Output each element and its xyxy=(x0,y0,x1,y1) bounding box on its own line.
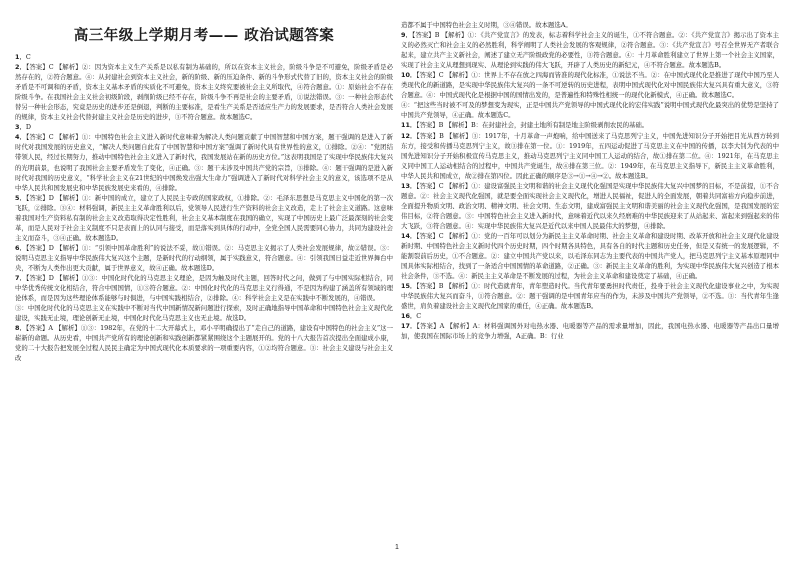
answer-text: ④：“把这些当时被不可及的梦想变为现实，正是中国共产党领导的中国式现代化的宏伟实践”说明中国式现代化最突出的优势是坚持了中国共产党领导，④正确。故本题选C。 xyxy=(401,101,779,120)
answer-text: C xyxy=(416,312,422,321)
answer-item xyxy=(401,131,779,181)
question-number: 9． xyxy=(401,31,413,40)
question-number: 12． xyxy=(401,131,417,140)
answer-item xyxy=(15,303,393,323)
answer-text: 【答案】C 【解析】②：因为资本主义生产关系是以私有制为基础的，所以在资本主义社会，阶级斗争是不可避免，阶级矛盾是必然存在的，②符合题意。④：从封建社会到资本主义社会，新的阶级、新的压迫条件、新的斗争形式代替了旧的，资本主义社会的阶级矛盾是不可调和的矛盾，资本主义基本矛盾的实质化不可避免，资本主义终究要被社会主义所取代，④符合题意。①：原始社会不存在阶级斗争。在我国社会主义社会初级阶段，剥削阶级已经不存在，阶级斗争不再是社会的主要矛盾，①说法错误。③：一种社会形态代替另一种社会形态，究竟是历史的进步还是倒退，判断的主要标准，是看生产关系是否适应生产力的发展要求，是否符合人类社会发展的规律，资本主义社会代替封建主义社会是历史的进步，③不符合题意。故本题选C。 xyxy=(15,63,393,122)
question-number: 13． xyxy=(401,181,417,190)
answer-item xyxy=(401,321,779,341)
question-number: 2． xyxy=(15,63,27,72)
question-number: 5． xyxy=(15,193,27,202)
answer-text: 【答案】A 【解析】A：材料强调国外对电热水器、电暖器等产品的需求量增加，因此，我国电热水器、电暖器等产品出口量增加，使我国在国际市场上的竞争力增强，A正确。B：行业 xyxy=(401,322,779,341)
answer-item xyxy=(15,132,393,192)
answer-item xyxy=(401,100,779,120)
answer-item xyxy=(15,193,393,243)
question-number: 14． xyxy=(401,231,417,240)
question-number: 4． xyxy=(15,133,27,142)
answer-text: 造都不属于中国特色社会主义时期，③④错误。故本题选A。 xyxy=(401,21,572,29)
answer-item xyxy=(401,30,779,70)
question-number: 15． xyxy=(401,282,417,291)
answer-text: C xyxy=(25,53,31,61)
right-answer-list xyxy=(401,20,779,342)
answer-text: D xyxy=(25,123,31,132)
answer-item xyxy=(401,70,779,100)
page-number: 1 xyxy=(395,544,399,551)
answer-item xyxy=(401,20,779,30)
answer-text: ③：中国化时代化的马克思主义在实践中不断对当代中国新情况新问题进行探索，及时正确地指导中国革命和中国特色社会主义现代化建设，实践无止境，理论创新无止境，中国化时代化马克思主义也无止境。故选D。 xyxy=(15,304,393,323)
answer-item xyxy=(401,181,779,231)
answer-text: 【答案】C 【解析】①：建设富强民主文明和谐的社会主义现代化强国是实现中华民族伟大复兴中国梦的目标，不是前提，①不合题意。②：社会主义现代化强国，就是要全面实现社会主义现代化，增进人民福祉，促进人的全面发展，朝着共同富裕方向稳步前进，全面提升物质文明、政治文明、精神文明、社会文明、生态文明，建成富强民主文明和谐美丽的社会主义现代化强国，是我国发展的宏伟目标，②符合题意。③：中国特色社会主义进入新时代，意味着近代以来久经磨难的中华民族迎来了从站起来、富起来到强起来的伟大飞跃，③符合题意。④：实现中华民族伟大复兴是近代以来中国人民最伟大的梦想，④排除。 xyxy=(401,181,779,230)
question-number: 10． xyxy=(401,71,417,80)
answer-text: 【答案】D 【解析】①③：中国化时代化的马克思主义理论，是因为触及时代主题，回答时代之问，做到了与中国实际相结合，同中华优秀传统文化相结合，符合中国国情，①③符合题意。②：中国化时代化的马克思主义行得通，不是因为构建了涵盖所有领域的理论体系，而是因为这些理论体系能够与时俱进，与中国实践相结合，②排除。④：科学社会主义是在实践中不断发展的，④错误。 xyxy=(15,274,393,303)
question-number: 1． xyxy=(15,53,26,61)
answer-text: 【答案】C 【解析】①：中国特色社会主义进入新时代意味着为解决人类问题贡献了中国智慧和中国方案，题干强调的是进入了新时代对我国发展的历史意义，“解决人类问题自此有了中国智慧和中国方案”强调了新时代具有世界性的意义，①排除。②④：“党团结带领人民，经过长期努力，推动中国特色社会主义进入了新时代，我国发展站在新的历史方位。”这表明我国是了实现中华民族伟大复兴的光明前景，也说明了我国社会主要矛盾发生了变化，④正确。③：题干未涉及中国共产党的宗旨，③排除。④：题干强调的是进入新时代对我国的历史意义，“科学社会主义在21世纪的中国焕发出强大生命力”强调进入了新时代对科学社会主义的意义，该选项不是从中华人民共和国发展史和中华民族发展史来看的，④排除。 xyxy=(15,133,393,192)
answer-item xyxy=(15,243,393,273)
answer-item xyxy=(401,311,779,321)
answer-item xyxy=(15,273,393,303)
answer-item xyxy=(401,120,779,130)
answer-item xyxy=(15,62,393,122)
right-column xyxy=(401,0,779,548)
answer-text: 【答案】C 【解析】①：世界上不存在放之四海而皆准的现代化标准，①说法不当。②：在中国式现代化是推进了现代中国乃至人类现代化的新道路，是实现中华民族伟大复兴的一条不可逆转的历史进程，表明中国式现代化对中国民族伟大复兴具有重大意义，③符合题意。④：中国式现代化是根据中国的国情出发的，是普遍性和特殊性相统一的现代化新模式，④正确。故本题选C。 xyxy=(401,71,779,100)
question-number: 3． xyxy=(15,123,26,132)
question-number: 11． xyxy=(401,121,417,130)
answer-text: 【答案】B 【解析】①：时代造就青年，青年塑造时代。当代青年要勇担时代责任，投身于社会主义现代化建设事业之中，为实现中华民族伟大复兴而奋斗，①符合题意。②：题干强调的是中国青年应当的作为，未涉及中国共产党领导，②不选。③：当代青年生逢盛世，肩负着建设社会主义现代化国家的重任，④正确。故本题选B。 xyxy=(401,282,779,311)
answer-text: 【答案】D 【解析】①：新中国的成立，建立了人民民主专政的国家政权，①排除。②：毛泽东思想是马克思主义中国化的第一次飞跃，②排除。③④：材料强调，新民主主义革命胜利以后，党领导人民进行生产资料的社会主义改造，走上了社会主义道路。这意味着我国对生产资料私有制的社会主义改造取得决定性胜利，社会主义基本制度在我国的确立，实现了中国历史上最广泛最深刻的社会变革，而是人民对于社会主义制度不只是表面上的认同与接受，而是落实到具体的行动中，全党全国人民需要同心协力，共同为建设社会主义而奋斗，③④正确。故本题选D。 xyxy=(15,193,393,242)
question-number: 8． xyxy=(15,324,26,333)
answer-text: 【答案】A 【解析】①③：1982年，在党的十二大开幕式上，邓小平明确提出了“走自己的道路，建设有中国特色的社会主义”这一崭新的命题。从历史看，中国共产党所有的理论创新和实践创新都紧紧围绕这个主题展开的。党的十八大报告首次提出全面建成小康，党的二十大报告把发展全过程人民民主确定为中国式现代化本质要求的一项重要内容，①②均符合题意。③：社会主义建设与社会主义改 xyxy=(15,324,393,363)
answer-text: 【答案】B 【解析】B：在封建社会，封建土地所有制是地主阶级剥削农民的基础。 xyxy=(416,121,649,130)
left-answer-list xyxy=(15,52,393,363)
answer-item xyxy=(401,281,779,311)
answer-item xyxy=(401,231,779,281)
answer-text: 【答案】B 【解析】①：《共产党宣言》的发表，标志着科学社会主义的诞生，①不符合题意。②：《共产党宣言》揭示出了资本主义的必然灭亡和社会主义的必然胜利，科学阐明了人类社会发展的客观规律，②符合题意。③：《共产党宣言》号召全世界无产者联合起来，建立共产主义新社会，阐述了建立无产阶级政党的必要性，③符合题意。④：十月革命胜利建立了世界上第一个社会主义国家，实现了社会主义从理想到现实、从理论到实践的伟大飞跃，开辟了人类历史的新纪元，④不符合题意。故本题选B。 xyxy=(401,31,779,70)
question-number: 16． xyxy=(401,312,417,321)
answer-text: 【答案】C 【解析】①：党的一百年可以划分为新民主主义革命时期、社会主义革命和建设时期、改革开放和社会主义现代化建设新时期、中国特色社会主义新时代四个历史时期，四个时期各具特色，具有各自的时代主题和历史任务，但是又有统一的发展逻辑，不能割裂前后历史，①不合题意。②：建立中国共产党以来，以毛泽东同志为主要代表的中国共产党人，把马克思列宁主义基本原理同中国具体实际相结合，找到了一条适合中国国情的革命道路，②正确。③：新民主主义革命的胜利，为实现中华民族伟大复兴创造了根本社会条件，③不选。④：新民主主义革命是不断发展的过程，为社会主义革命和建设奠定了基础，④正确。 xyxy=(401,231,779,281)
answer-item xyxy=(15,52,393,62)
answer-item xyxy=(15,323,393,363)
left-column xyxy=(15,0,393,548)
answer-text: 【答案】B 【解析】③：1917年，十月革命一声炮响，给中国送来了马克思列宁主义，中国先进知识分子开始把目光从西方转到东方，接受和传播马克思列宁主义，故③排在第一位。①：1919年，五四运动促进了马克思主义在中国的传播，以李大钊为代表的中国先进知识分子开始积极宣传马克思主义，推动马克思列宁主义同中国工人运动的结合，故①排在第二位。④：1921年，在马克思主义同中国工人运动相结合的过程中，中国共产党诞生，故④排在第三位。②：1949年，在马克思主义指导下，新民主主义革命胜利，中华人民共和国成立，故②排在第四位。因此正确的顺序是③→①→④→②。故本题选B。 xyxy=(401,131,779,180)
question-number: 17． xyxy=(401,322,417,331)
page-title: 高三年级上学期月考—— 政治试题答案 xyxy=(73,28,335,44)
question-number: 7． xyxy=(15,274,27,283)
answer-text: 【答案】D 【解析】①：“引领中国革命胜利”的说法不妥，故①错误。②：马克思主义揭示了人类社会发展规律，故②错误。③：说明马克思主义指导中华民族伟大复兴这个主题，是新时代的行动纲领，属于实践意义，符合题意。④：引领我国日益走近世界舞台中央，不断为人类作出更大贡献，属于世界意义，故④正确。故本题选D。 xyxy=(15,243,393,272)
question-number: 6． xyxy=(15,243,27,252)
answer-item xyxy=(15,122,393,132)
